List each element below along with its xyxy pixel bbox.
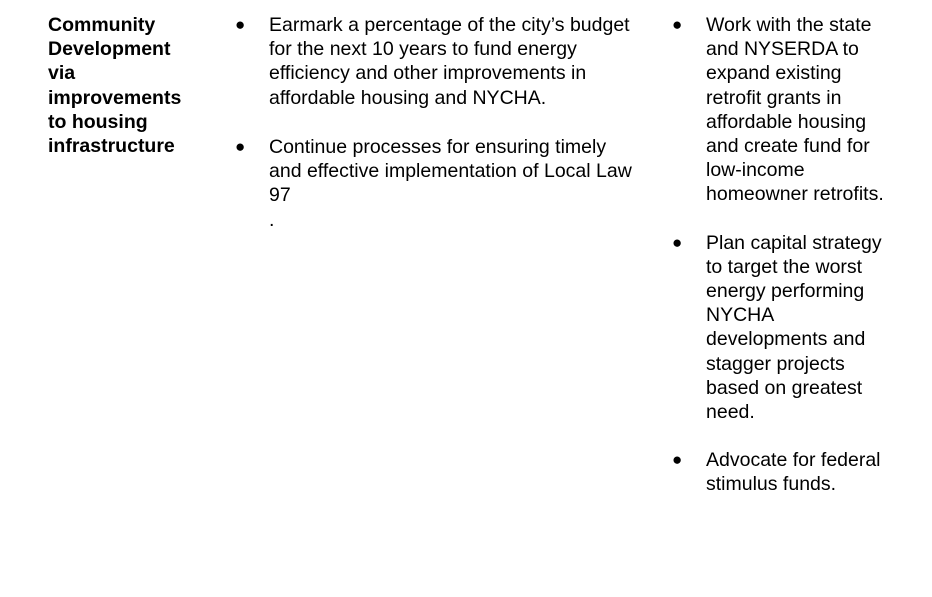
row-title-line: infrastructure: [48, 135, 175, 158]
list-item: [672, 448, 887, 496]
list-item: [672, 231, 887, 425]
row-title-line: via: [48, 62, 76, 85]
bullet-icon: ●: [672, 232, 683, 252]
row-title-line: improvements: [48, 86, 182, 109]
bullet-icon: ●: [672, 450, 683, 470]
list-item-text: Continue processes for ensuring timely and effective implementation of Local Law 97: [269, 135, 632, 207]
list-item-text: Advocate for federal stimulus funds.: [706, 449, 881, 496]
list-item-text: Work with the state and NYSERDA to expand existing retrofit grants in affordable housing and create fund for low-income homeowner retrofits.: [706, 14, 884, 206]
list-item-text: Earmark a percentage of the city’s budget for the next 10 years to fund energy efficiency and other improvements in affordable housing and NYCHA.: [269, 14, 630, 109]
bullet-icon: ●: [235, 15, 246, 34]
proposed-actions-list: [672, 13, 887, 497]
bullet-icon: ●: [672, 15, 683, 34]
row-title: [48, 13, 218, 158]
row-title-line: Community: [48, 14, 156, 36]
list-item: [672, 13, 887, 207]
trailing-period: .: [269, 209, 275, 232]
list-item-text: Plan capital strategy to target the worst energy performing NYCHA developments and stagger projects based on greatest need.: [706, 231, 882, 424]
current-actions-column: [235, 13, 635, 233]
list-item: [235, 13, 635, 110]
current-actions-list: [235, 13, 635, 207]
list-item: [235, 135, 635, 208]
row-title-line: to housing: [48, 110, 148, 133]
proposed-actions-column: [672, 13, 887, 521]
row-title-line: Development: [48, 38, 171, 61]
bullet-icon: ●: [235, 136, 246, 156]
